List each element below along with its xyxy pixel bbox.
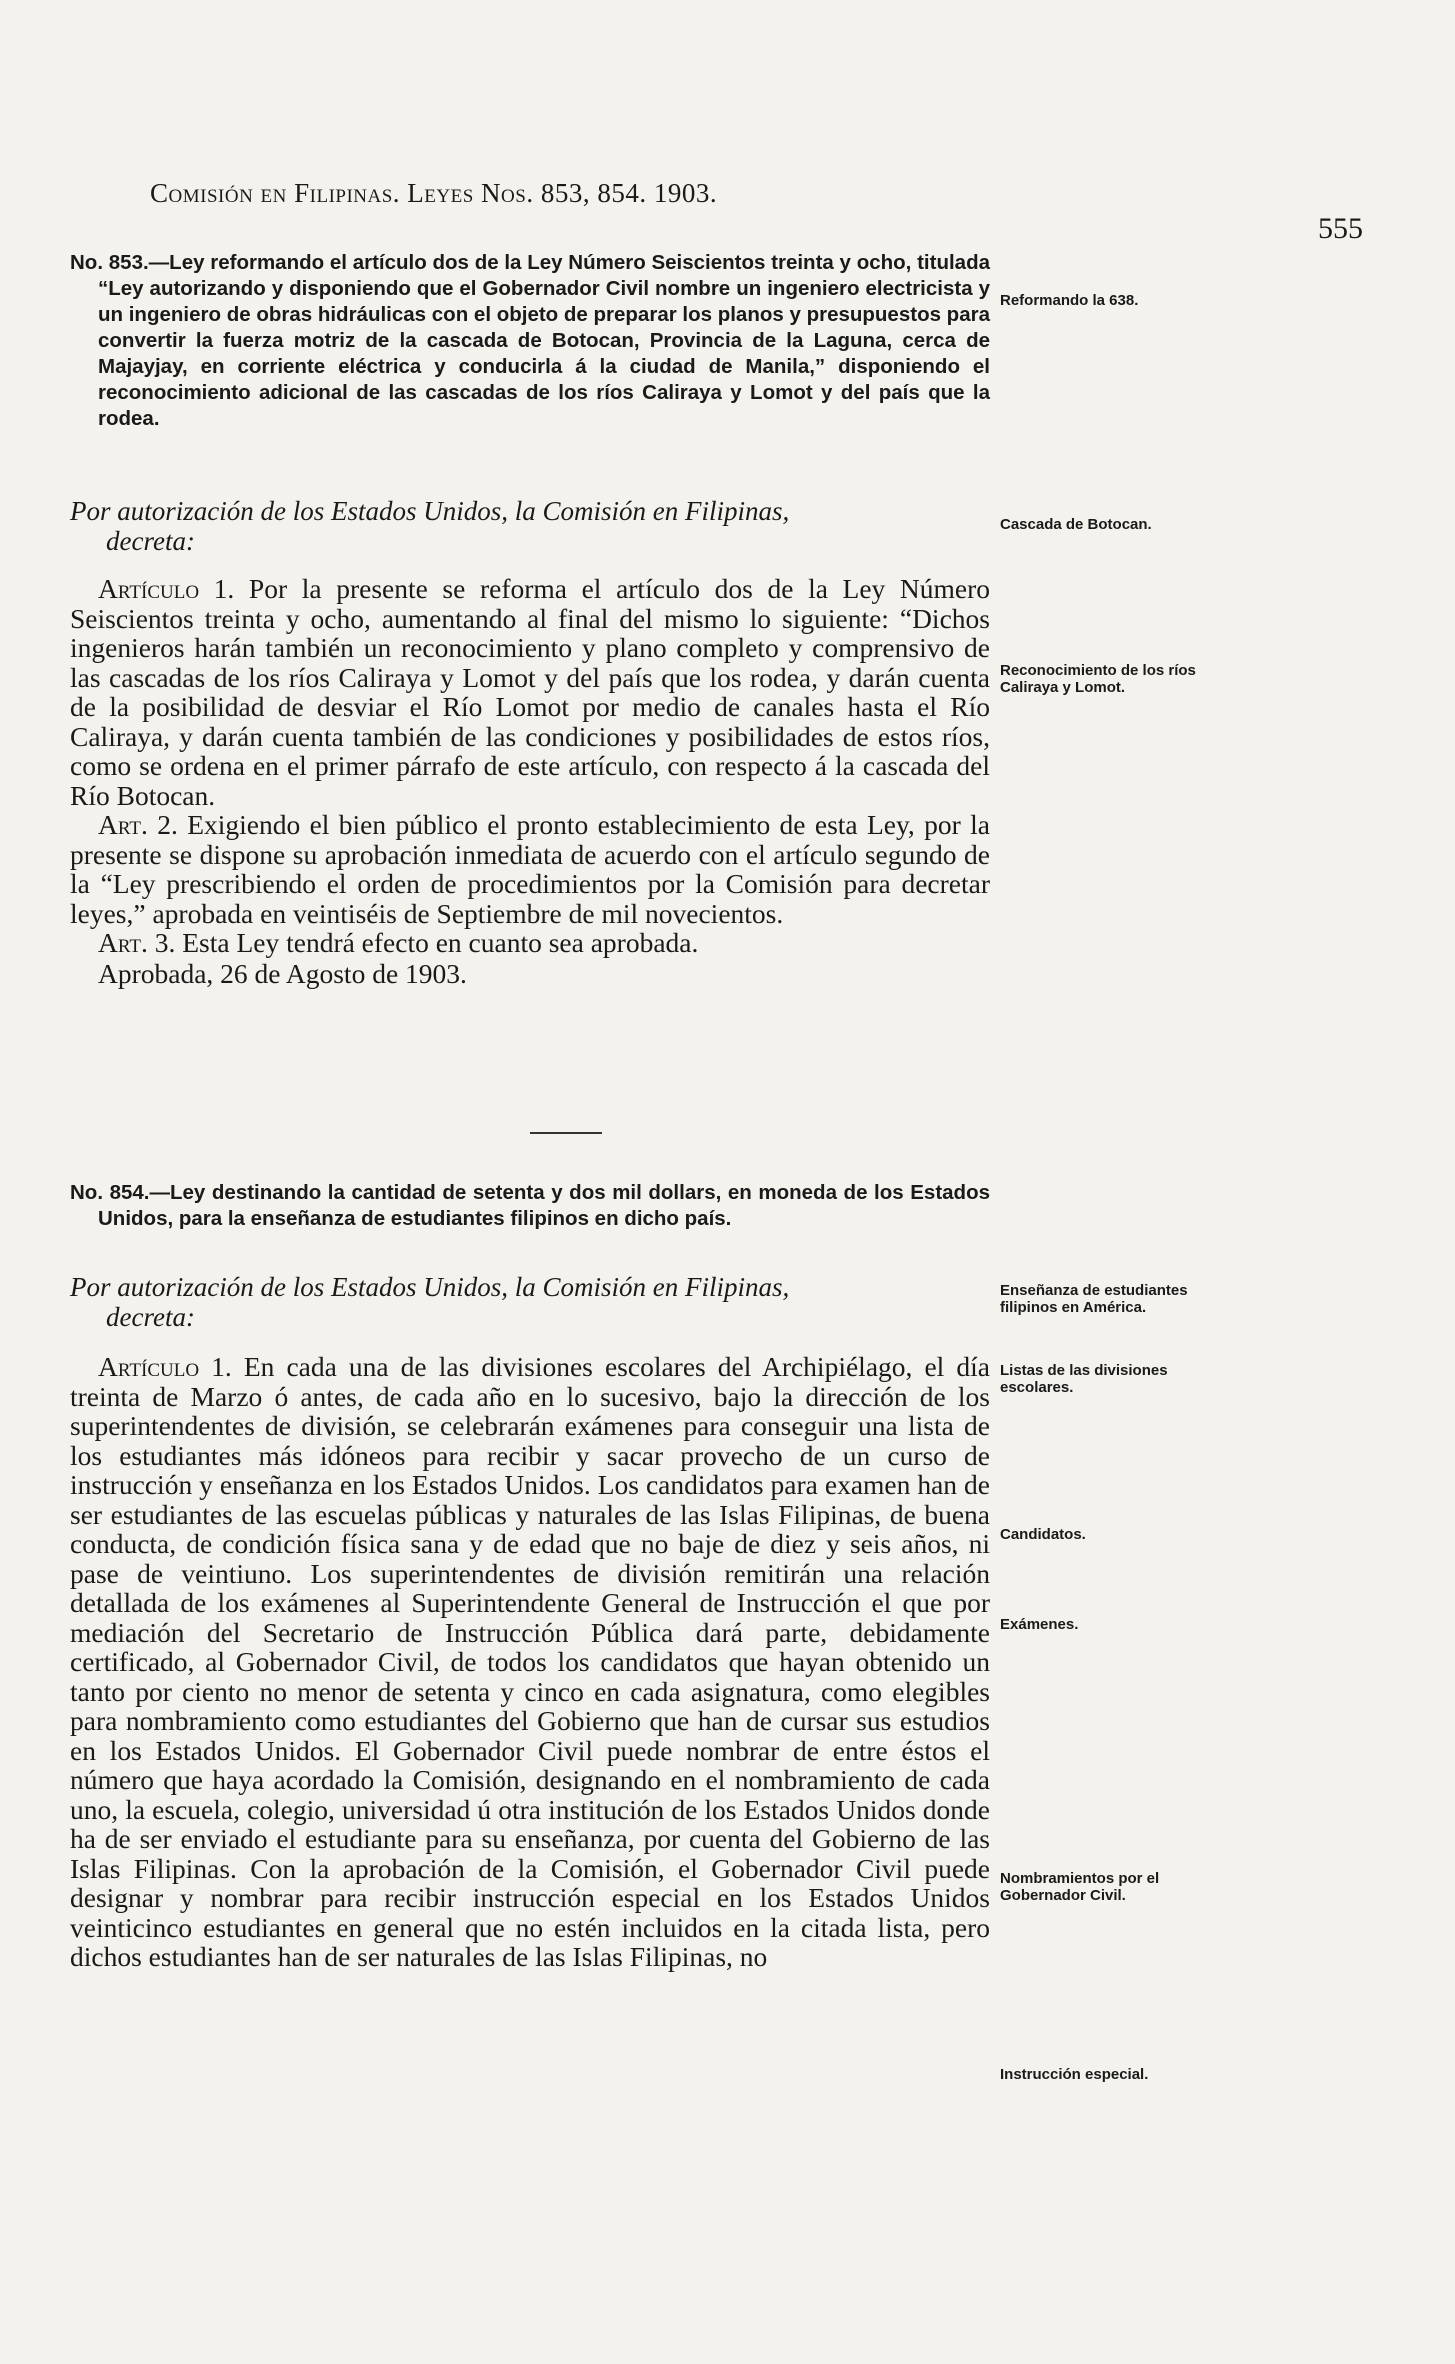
margin-note: Enseñanza de estudiantes filipinos en América. <box>1000 1282 1188 1316</box>
law-853-article-3: Art. 3. Esta Ley tendrá efecto en cuanto sea aprobada. <box>98 927 699 958</box>
law-854-article-1: Artículo 1. En cada una de las divisiones escolares del Archipiélago, el día treinta de Marzo ó antes, de cada año en lo sucesivo, bajo la dirección de los superintendentes de división, se celebrarán exámenes para conseguir una lista de los estudiantes más idóneos para recibir y sacar provecho de un curso de instrucción y enseñanza en los Estados Unidos. Los candidatos para examen han de ser estudiantes de las escuelas públicas y naturales de las Islas Filipinas, de buena conducta, de condición física sana y de edad que no baje de diez y seis años, ni pase de veintiuno. Los superintendentes de división remitirán una relación detallada de los exámenes al Superintendente General de Instrucción el que por mediación del Secretario de Instrucción Pública dará parte, debidamente certificado, al Gobernador Civil, de todos los candidatos que hayan obtenido un tanto por ciento no menor de setenta y cinco en cada asignatura, como elegibles para nombramiento como estudiantes del Gobierno que han de cursar sus estudios en los Estados Unidos. El Gobernador Civil puede nombrar de entre éstos el número que haya acordado la Comisión, designando en el nombramiento de cada uno, la escuela, colegio, universidad ú otra institución de los Estados Unidos donde ha de ser enviado el estudiante para su enseñanza, por cuenta del Gobierno de las Islas Filipinas. Con la aprobación de la Comisión, el Gobernador Civil puede designar y nombrar para recibir instrucción especial en los Estados Unidos veinticinco estudiantes en general que no estén incluidos en la citada lista, pero dichos estudiantes han de ser naturales de las Islas Filipinas, no <box>70 1351 990 1972</box>
article-label: Artículo 1. <box>98 1351 232 1382</box>
law-854-enacting-clause <box>70 1272 990 1332</box>
section-divider <box>530 1132 602 1134</box>
law-853-enacting-end: decreta: <box>106 526 195 556</box>
margin-note: Listas de las divisiones escolares. <box>1000 1362 1168 1396</box>
law-853-enacting-clause <box>70 496 990 556</box>
margin-note: Exámenes. <box>1000 1616 1079 1633</box>
law-853-title: —Ley reformando el artículo dos de la Ley Número Seiscientos treinta y ocho, titulada “Ley autorizando y disponiendo que el Gobernador Civil nombre un ingeniero electricista y un ingeniero de obras hidráulicas con el objeto de preparar los planos y presupuestos para convertir la fuerza motriz de la cascada de Botocan, Provincia de la Laguna, cerca de Majayjay, en corriente eléctrica y conducirla á la ciudad de Manila,” disponiendo el reconocimiento adicional de las cascadas de los ríos Caliraya y Lomot y del país que la rodea. <box>98 251 990 430</box>
law-853-enacting-lead: Por autorización de los Estados Unidos, la Comisión en Filipinas, <box>70 496 790 526</box>
margin-note: Cascada de Botocan. <box>1000 516 1152 533</box>
running-title: Comisión en Filipinas. Leyes Nos. 853, 854. 1903. <box>150 178 718 208</box>
article-label: Artículo 1. <box>98 573 235 604</box>
margin-note: Candidatos. <box>1000 1526 1086 1543</box>
law-853-number: No. 853. <box>70 251 149 274</box>
article-label: Art. 2. <box>98 809 178 840</box>
law-854-enacting-lead: Por autorización de los Estados Unidos, la Comisión en Filipinas, <box>70 1272 790 1302</box>
law-853-article-1: Artículo 1. Por la presente se reforma el artículo dos de la Ley Número Seiscientos treinta y ocho, aumentando al final del mismo lo siguiente: “Dichos ingenieros harán también un reconocimiento y plano completo y comprensivo de las cascadas de los ríos Caliraya y Lomot y del país que los rodea, y darán cuenta de la posibilidad de desviar el Río Lomot por medio de canales hasta el Río Caliraya, y darán cuenta también de las condiciones y posibilidades de estos ríos, como se ordena en el primer párrafo de este artículo, con respecto á la cascada del Río Botocan. <box>70 573 991 811</box>
law-854-number: No. 854. <box>70 1181 150 1204</box>
margin-note: Reformando la 638. <box>1000 292 1139 309</box>
law-853-articles <box>70 574 990 990</box>
margin-note: Reconocimiento de los ríos Caliraya y Lomot. <box>1000 662 1196 696</box>
law-853-approval-date: Aprobada, 26 de Agosto de 1903. <box>98 957 467 989</box>
law-854-title: —Ley destinando la cantidad de setenta y dos mil dollars, en moneda de los Estados Unidos, para la enseñanza de estudiantes filipinos en dicho país. <box>98 1181 990 1230</box>
law-854-heading <box>70 1180 990 1232</box>
page-number: 555 <box>1318 212 1363 245</box>
margin-note: Instrucción especial. <box>1000 2066 1149 2083</box>
law-854-articles <box>70 1352 990 1972</box>
margin-note: Nombramientos por el Gobernador Civil. <box>1000 1870 1160 1904</box>
law-853-heading <box>70 250 990 432</box>
law-853-article-2: Art. 2. Exigiendo el bien público el pronto establecimiento de esta Ley, por la presente se dispone su aprobación inmediata de acuerdo con el artículo segundo de la “Ley prescribiendo el orden de procedimientos por la Comisión para decretar leyes,” aprobada en veintiséis de Septiembre de mil novecientos. <box>70 809 990 929</box>
article-label: Art. 3. <box>98 927 176 958</box>
law-854-enacting-end: decreta: <box>106 1302 195 1332</box>
